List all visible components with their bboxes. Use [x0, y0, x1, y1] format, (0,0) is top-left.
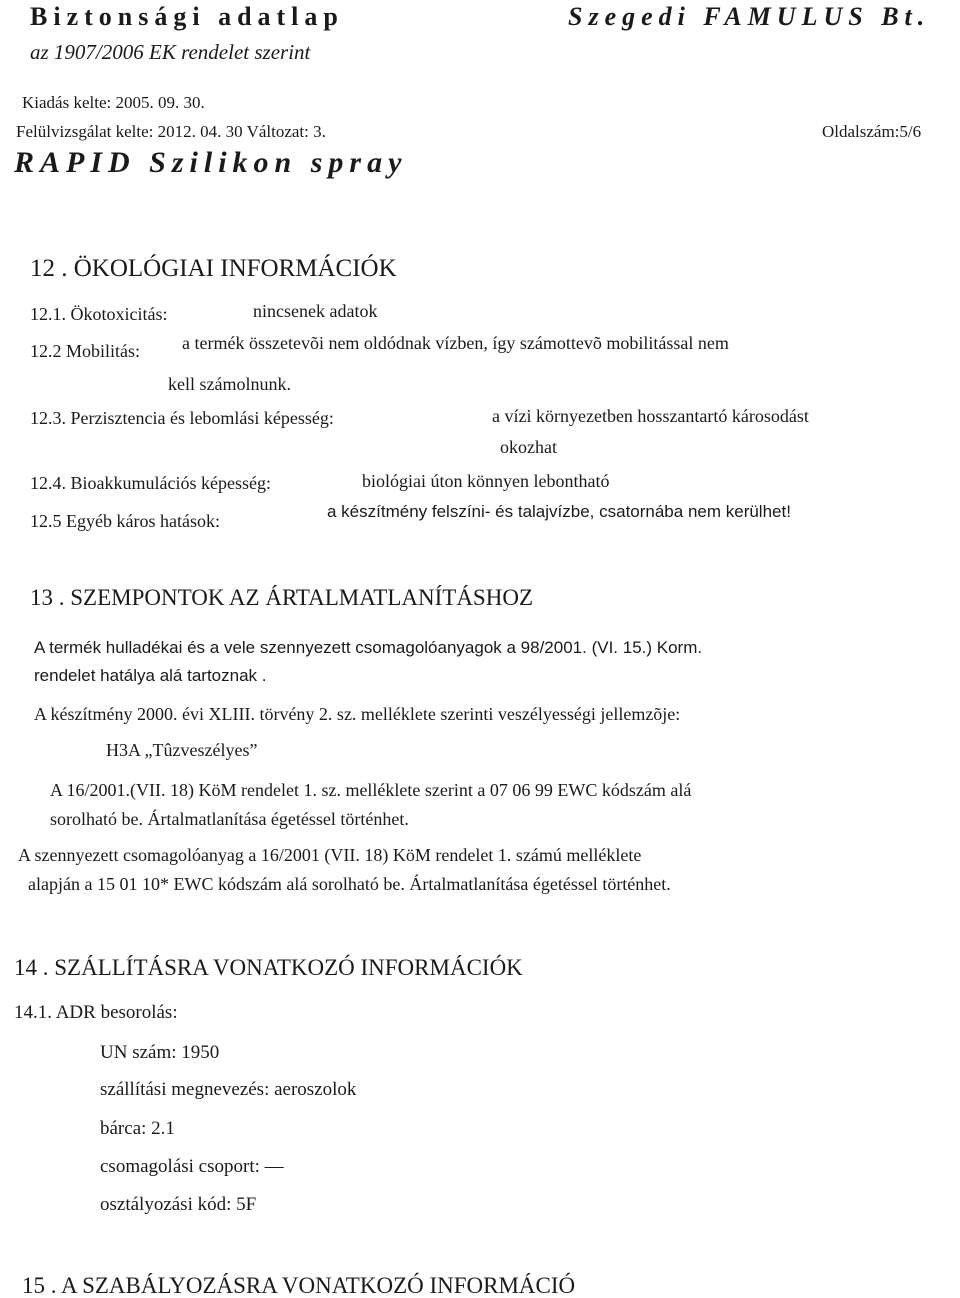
bioaccumulation-label: 12.4. Bioakkumulációs képesség:	[30, 473, 271, 493]
ecotoxicity-value: nincsenek adatok	[253, 301, 378, 321]
transport-shipping-name: szállítási megnevezés: aeroszolok	[100, 1079, 357, 1100]
disposal-paragraph-4-line1: A szennyezett csomagolóanyag a 16/2001 (VII. 18) KöM rendelet 1. számú melléklete	[18, 845, 642, 865]
persistence-value-line2: okozhat	[500, 437, 557, 457]
issue-date: Kiadás kelte: 2005. 09. 30.	[22, 93, 205, 112]
persistence-label: 12.3. Perzisztencia és lebomlási képesség:	[30, 408, 334, 428]
hazard-class-h3a: H3A „Tûzveszélyes”	[106, 740, 258, 760]
persistence-value-line1: a vízi környezetben hosszantartó károsodást	[492, 406, 809, 426]
transport-packing-group: csomagolási csoport: —	[100, 1156, 284, 1177]
disposal-paragraph-3-line1: A 16/2001.(VII. 18) KöM rendelet 1. sz. melléklete szerint a 07 06 99 EWC kódszám alá	[50, 780, 692, 800]
revision-info: Felülvizsgálat kelte: 2012. 04. 30 Változat: 3.	[16, 122, 326, 141]
ecotoxicity-label: 12.1. Ökotoxicitás:	[30, 304, 168, 324]
mobility-value-line2: kell számolnunk.	[168, 374, 291, 394]
bioaccumulation-value: biológiai úton könnyen lebontható	[362, 471, 610, 491]
section-12-title: 12 . ÖKOLÓGIAI INFORMÁCIÓK	[30, 255, 397, 282]
disposal-paragraph-2: A készítmény 2000. évi XLIII. törvény 2. sz. melléklete szerinti veszélyességi jellemzõje:	[34, 704, 681, 724]
document-title: Biztonsági adatlap	[30, 2, 344, 31]
company-name: Szegedi FAMULUS Bt.	[568, 2, 931, 31]
section-15-title: 15 . A SZABÁLYOZÁSRA VONATKOZÓ INFORMÁCIÓ	[22, 1273, 576, 1298]
disposal-paragraph-1-line2: rendelet hatálya alá tartoznak .	[34, 666, 267, 685]
section-13-title: 13 . SZEMPONTOK AZ ÁRTALMATLANÍTÁSHOZ	[30, 585, 533, 610]
regulation-reference: az 1907/2006 EK rendelet szerint	[30, 40, 311, 64]
section-14-title: 14 . SZÁLLÍTÁSRA VONATKOZÓ INFORMÁCIÓK	[14, 955, 523, 980]
mobility-value-line1: a termék összetevõi nem oldódnak vízben, így számottevõ mobilitással nem	[182, 333, 729, 353]
transport-un-number: UN szám: 1950	[100, 1042, 220, 1063]
disposal-paragraph-3-line2: sorolható be. Ártalmatlanítása égetéssel történhet.	[50, 809, 409, 829]
transport-label: bárca: 2.1	[100, 1118, 175, 1139]
disposal-paragraph-1-line1: A termék hulladékai és a vele szennyezett csomagolóanyagok a 98/2001. (VI. 15.) Korm.	[34, 638, 703, 657]
disposal-paragraph-4-line2: alapján a 15 01 10* EWC kódszám alá sorolható be. Ártalmatlanítása égetéssel történhet.	[28, 874, 671, 894]
adr-classification-label: 14.1. ADR besorolás:	[14, 1002, 178, 1023]
transport-classification-code: osztályozási kód: 5F	[100, 1194, 257, 1215]
other-effects-label: 12.5 Egyéb káros hatások:	[30, 511, 220, 531]
product-name: RAPID Szilikon spray	[14, 146, 408, 179]
page-number: Oldalszám:5/6	[822, 122, 922, 141]
mobility-label: 12.2 Mobilitás:	[30, 341, 141, 361]
other-effects-value: a készítmény felszíni- és talajvízbe, csatornába nem kerülhet!	[327, 502, 791, 521]
